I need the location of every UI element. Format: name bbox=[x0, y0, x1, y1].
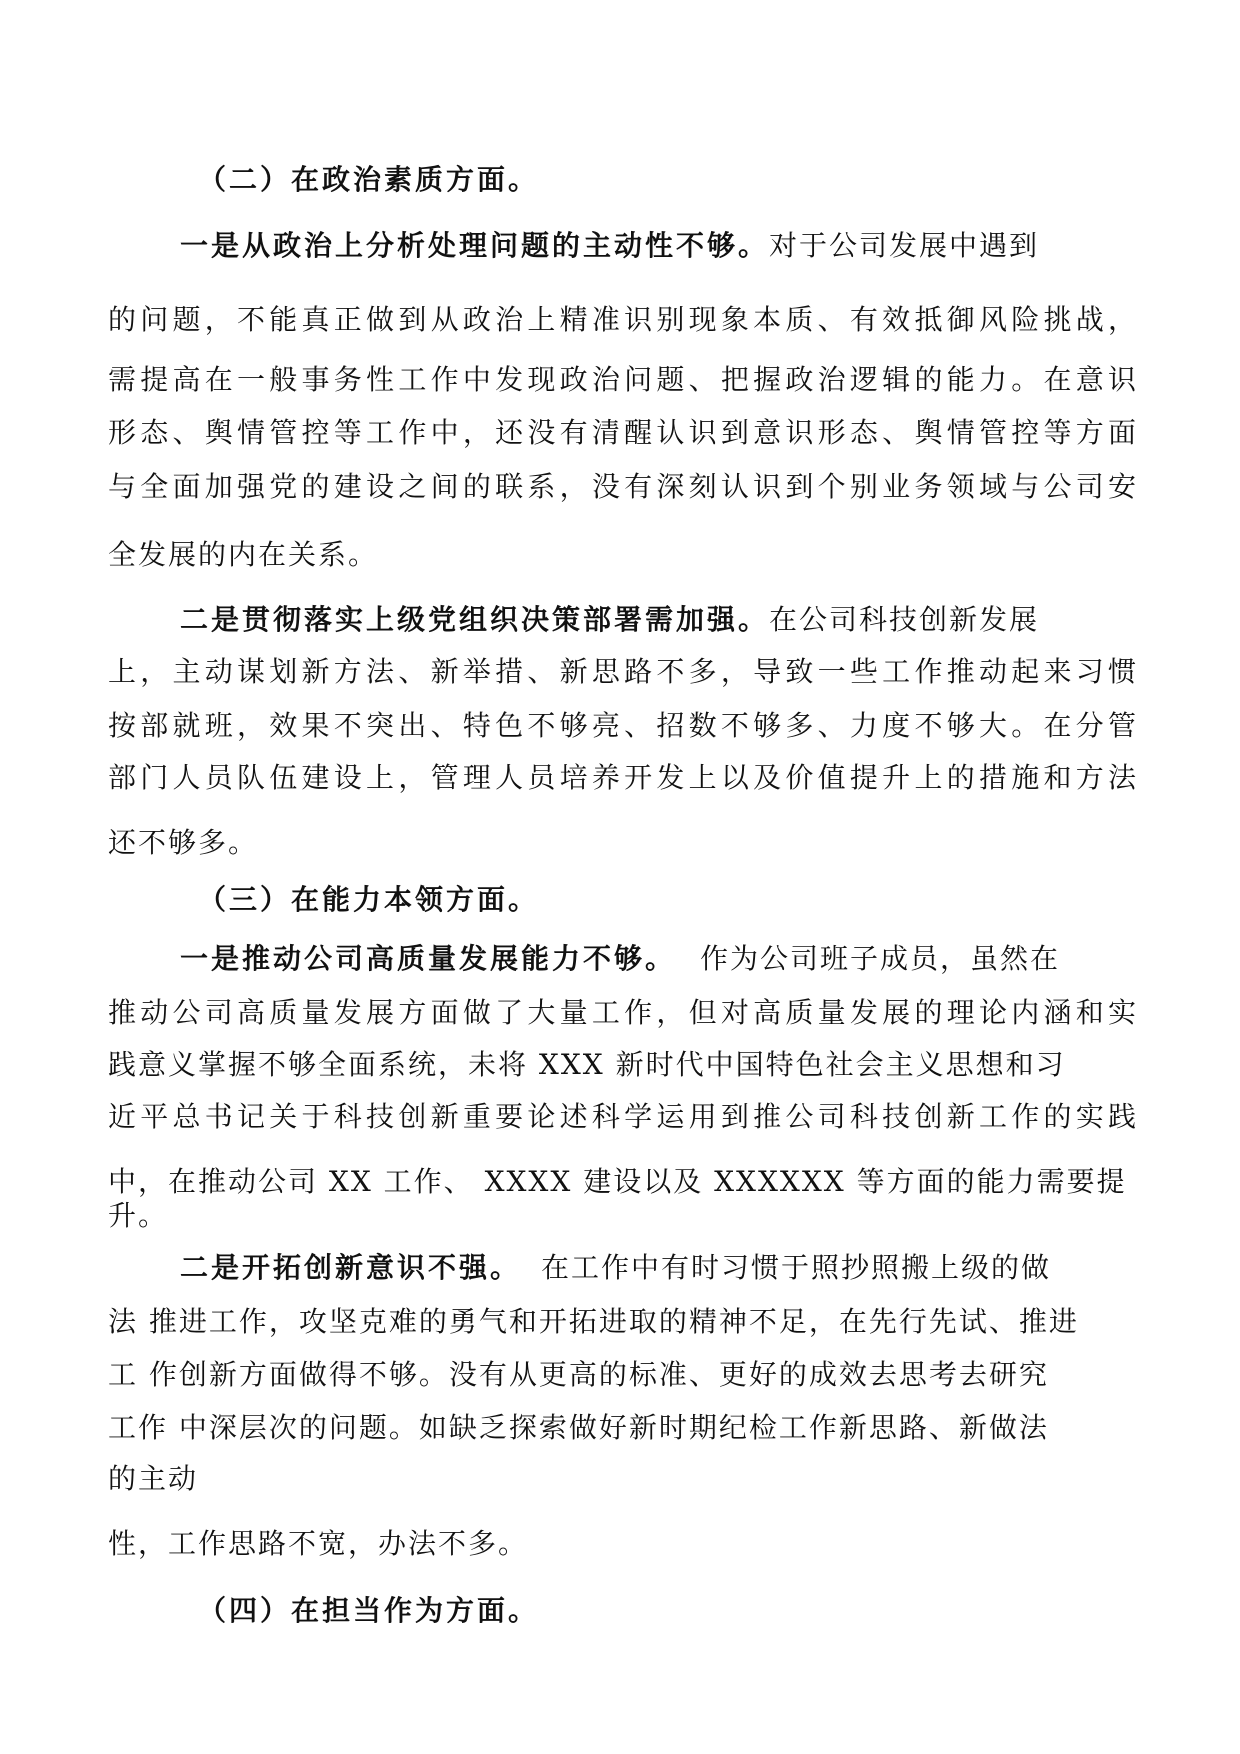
section-3-p2-text-1: 在工作中有时习惯于照抄照搬上级的做 bbox=[541, 1251, 1052, 1284]
section-3-p1-line-2: 推动公司高质量发展方面做了大量工作，但对高质量发展的理论内涵和实 bbox=[108, 996, 1138, 1029]
section-2-p1-line-4: 形态、舆情管控等工作中，还没有清醒认识到意识形态、舆情管控等方面 bbox=[108, 416, 1138, 449]
section-3-p1-line-5: 中，在推动公司 XX 工作、 XXXX 建设以及 XXXXXX 等方面的能力需要提 bbox=[108, 1165, 1127, 1198]
section-2-p2-line-1 bbox=[180, 600, 1138, 640]
section-2-p2-text-1: 在公司科技创新发展 bbox=[769, 603, 1040, 636]
section-2-p1-text-1: 对于公司发展中遇到 bbox=[769, 229, 1040, 262]
section-3-p1-text-1: 作为公司班子成员，虽然在 bbox=[700, 942, 1061, 975]
section-3-p1-line-1 bbox=[180, 939, 1138, 979]
section-3-p1-line-6: 升。 bbox=[108, 1199, 169, 1232]
section-2-p2-line-4: 部门人员队伍建设上，管理人员培养开发上以及价值提升上的措施和方法 bbox=[108, 761, 1138, 794]
section-3-p1-line-3: 践意义掌握不够全面系统，未将 XXX 新时代中国特色社会主义思想和习 bbox=[108, 1048, 1066, 1081]
section-3-p2-line-2: 法 推进工作，攻坚克难的勇气和开拓进取的精神不足，在先行先试、推进 bbox=[108, 1305, 1079, 1338]
section-3-p2-line-1 bbox=[180, 1248, 1138, 1288]
section-2-heading: （二）在政治素质方面。 bbox=[198, 163, 540, 196]
section-3-p2-line-5: 的主动 bbox=[108, 1462, 199, 1495]
section-2-p1-lead: 一是从政治上分析处理问题的主动性不够。 bbox=[180, 229, 770, 262]
section-2-p1-line-3: 需提高在一般事务性工作中发现政治问题、把握政治逻辑的能力。在意识 bbox=[108, 363, 1138, 396]
section-2-p2-line-3: 按部就班，效果不突出、特色不够亮、招数不够多、力度不够大。在分管 bbox=[108, 709, 1138, 742]
section-2-p2-lead: 二是贯彻落实上级党组织决策部署需加强。 bbox=[180, 603, 770, 636]
section-3-p1-line-4: 近平总书记关于科技创新重要论述科学运用到推公司科技创新工作的实践 bbox=[108, 1100, 1138, 1133]
section-3-p2-line-3: 工 作创新方面做得不够。没有从更高的标准、更好的成效去思考去研究 bbox=[108, 1358, 1049, 1391]
section-3-p2-line-4: 工作 中深层次的问题。如缺乏探索做好新时期纪检工作新思路、新做法 bbox=[108, 1411, 1049, 1444]
section-3-p1-lead: 一是推动公司高质量发展能力不够。 bbox=[180, 942, 677, 975]
section-2-p2-line-5: 还不够多。 bbox=[108, 826, 259, 859]
section-3-p2-lead: 二是开拓创新意识不强。 bbox=[180, 1251, 522, 1284]
section-3-heading: （三）在能力本领方面。 bbox=[198, 883, 540, 916]
section-2-p2-line-2: 上，主动谋划新方法、新举措、新思路不多，导致一些工作推动起来习惯 bbox=[108, 655, 1138, 688]
section-2-p1-line-6: 全发展的内在关系。 bbox=[108, 538, 379, 571]
section-4-heading: （四）在担当作为方面。 bbox=[198, 1594, 540, 1627]
section-3-p2-line-6: 性，工作思路不宽，办法不多。 bbox=[108, 1527, 529, 1560]
section-2-p1-line-5: 与全面加强党的建设之间的联系，没有深刻认识到个别业务领域与公司安 bbox=[108, 470, 1138, 503]
section-2-p1-line-1 bbox=[180, 226, 1138, 266]
section-2-p1-line-2: 的问题，不能真正做到从政治上精准识别现象本质、有效抵御风险挑战， bbox=[108, 303, 1138, 336]
